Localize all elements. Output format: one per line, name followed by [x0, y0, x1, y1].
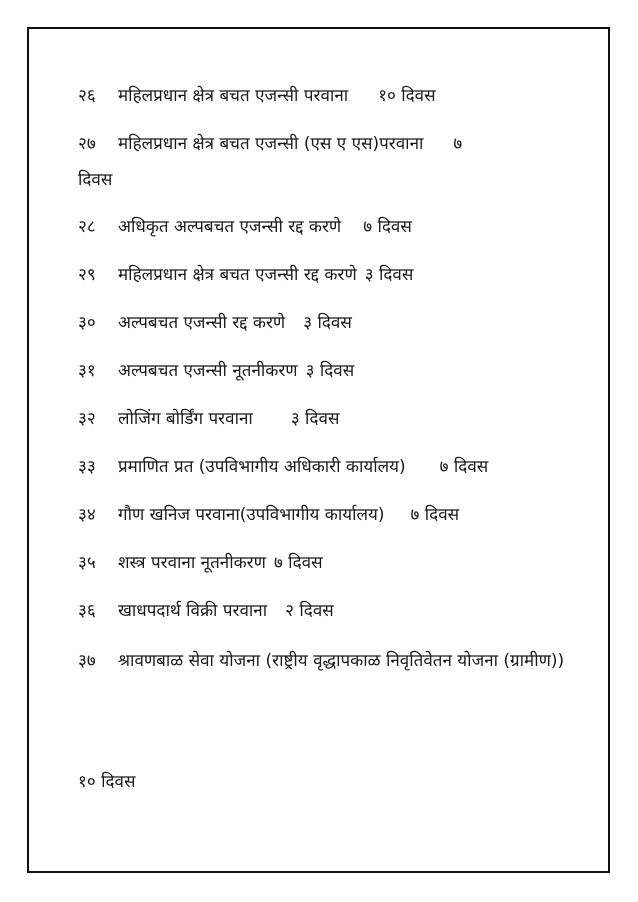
entry-number: ३० [78, 313, 96, 333]
entry-number: ३१ [78, 361, 96, 381]
entry-text: महिलप्रधान क्षेत्र बचत एजन्सी (एस ए एस)परवाना [118, 134, 424, 154]
entry-text: अल्पबचत एजन्सी रद्द करणे [118, 313, 286, 333]
entry-29 [78, 265, 578, 285]
entry-34 [78, 505, 578, 525]
entry-33 [78, 457, 578, 477]
entry-26 [78, 86, 578, 106]
entry-text: लोजिंग बोर्डिंग परवाना [118, 409, 253, 429]
entry-number: ३५ [78, 553, 96, 573]
entry-37-days [78, 772, 578, 792]
entry-days: ३ दिवस [290, 409, 340, 429]
entry-37 [78, 643, 578, 679]
entry-days: ३ दिवस [303, 313, 352, 333]
entry-number: २८ [78, 217, 96, 237]
entry-days: ७ दिवस [363, 217, 412, 237]
entry-number: ३६ [78, 601, 96, 621]
entry-text: शस्त्र परवाना नूतनीकरण [118, 553, 266, 573]
entry-text: गौण खनिज परवाना(उपविभागीय कार्यालय) [118, 505, 385, 525]
entry-days: ७ दिवस [439, 457, 489, 477]
entry-days: ७ दिवस [410, 505, 460, 525]
entry-32 [78, 409, 578, 429]
entry-number: ३२ [78, 409, 96, 429]
entry-number: ३४ [78, 505, 96, 525]
entry-days: ३ दिवस [305, 361, 355, 381]
entry-27-continued [78, 170, 578, 190]
entry-days: ७ [453, 134, 463, 154]
entry-30 [78, 313, 578, 333]
entry-text: अधिकृत अल्पबचत एजन्सी रद्द करणे [118, 217, 342, 237]
entry-text: श्रावणबाळ सेवा योजना (राष्ट्रीय वृद्धापकाळ निवृतिवेतन योजना (ग्रामीण)) [118, 651, 565, 671]
entry-number: २६ [78, 86, 96, 106]
entry-number: ३७ [78, 651, 96, 671]
entry-text: खाधपदार्थ विक्री परवाना [118, 601, 268, 621]
entry-35 [78, 553, 578, 573]
entry-text: अल्पबचत एजन्सी नूतनीकरण [118, 361, 298, 381]
entry-number: ३३ [78, 457, 96, 477]
entry-text: महिलप्रधान क्षेत्र बचत एजन्सी रद्द करणे [118, 265, 357, 285]
entry-days: ३ दिवस [364, 265, 414, 285]
entry-number: २७ [78, 134, 96, 154]
entry-days-continued: दिवस [78, 170, 113, 190]
entry-text: प्रमाणित प्रत (उपविभागीय अधिकारी कार्यालय) [118, 457, 406, 477]
entry-31 [78, 361, 578, 381]
entry-days: १० दिवस [378, 86, 436, 106]
entry-27 [78, 134, 578, 154]
entry-text: महिलप्रधान क्षेत्र बचत एजन्सी परवाना [118, 86, 349, 106]
entry-days: १० दिवस [78, 772, 136, 792]
entry-36 [78, 601, 578, 621]
entry-days: ७ दिवस [273, 553, 323, 573]
entry-28 [78, 217, 578, 237]
entry-number: २९ [78, 265, 96, 285]
entry-days: २ दिवस [285, 601, 334, 621]
